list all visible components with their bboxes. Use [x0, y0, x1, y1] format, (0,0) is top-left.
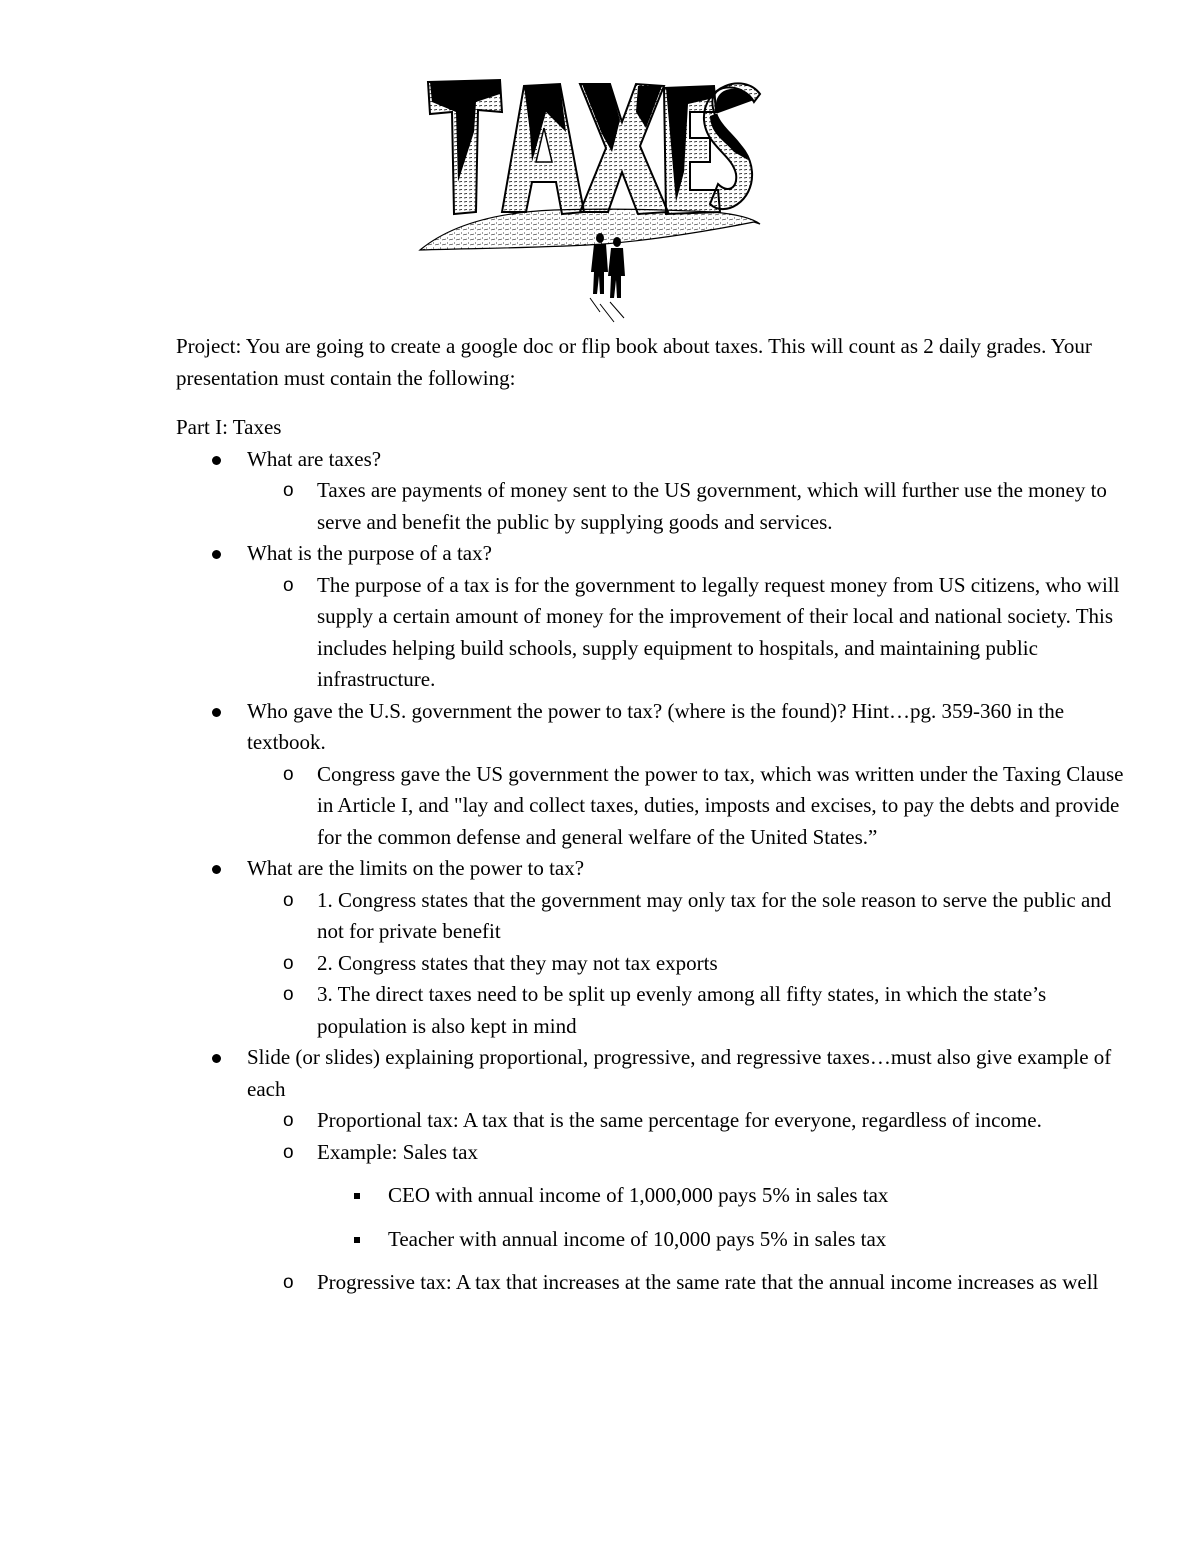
answer-item: [176, 948, 1136, 980]
example-text: CEO with annual income of 1,000,000 pays 5% in sales tax: [388, 1183, 889, 1207]
circle-bullet-icon: o: [283, 1141, 294, 1163]
question-item: [176, 853, 1136, 1042]
answer-text: Taxes are payments of money sent to the US government, which will further use the money to serve and benefit the public by supplying goods and services.: [317, 478, 1107, 534]
answer-text: 3. The direct taxes need to be split up evenly among all fifty states, in which the state’s population is also kept in mind: [317, 982, 1047, 1038]
example-item: [176, 1180, 1136, 1212]
question-text: Slide (or slides) explaining proportional, progressive, and regressive taxes…must also give example of each: [247, 1045, 1112, 1101]
question-text: What are the limits on the power to tax?: [247, 856, 585, 880]
answer-text: 1. Congress states that the government may only tax for the sole reason to serve the public and not for private benefit: [317, 887, 1112, 943]
circle-bullet-icon: o: [283, 763, 294, 785]
answer-text: Proportional tax: A tax that is the same percentage for everyone, regardless of income.: [317, 1108, 1042, 1132]
circle-bullet-icon: o: [283, 1110, 294, 1131]
bullet-icon: [212, 456, 221, 465]
answer-text: Congress gave the US government the power to tax, which was written under the Taxing Clause in Article I, and "lay and collect taxes, duties, imposts and excises, to pay the debts and provide for the common defense and general welfare of the United States.”: [317, 761, 1124, 849]
answer-item: [176, 1105, 1136, 1137]
question-item: [176, 444, 1136, 539]
circle-bullet-icon: o: [283, 480, 294, 501]
taxes-mountain-illustration-icon: [414, 72, 766, 324]
assignment-document: [176, 331, 1136, 1299]
answer-text: 2. Congress states that they may not tax exports: [317, 950, 718, 975]
answer-item: [176, 1137, 1136, 1256]
question-text: What are taxes?: [247, 446, 382, 471]
answer-item: [176, 885, 1136, 948]
circle-bullet-icon: o: [283, 952, 294, 974]
bullet-icon: [212, 865, 221, 874]
circle-bullet-icon: o: [283, 574, 294, 596]
project-intro: Project: You are going to create a google doc or flip book about taxes. This will count as 2 daily grades. Your presentation must contain the following:: [176, 334, 1092, 390]
answer-text: The purpose of a tax is for the government to legally request money from US citizens, who will supply a certain amount of money for the improvement of their local and national society. This includes helping build schools, supply equipment to hospitals, and maintaining public infrastructure.: [317, 572, 1120, 691]
example-text: Teacher with annual income of 10,000 pays 5% in sales tax: [388, 1226, 887, 1251]
square-bullet-icon: [354, 1237, 360, 1243]
question-item: [176, 538, 1136, 696]
circle-bullet-icon: o: [283, 1272, 294, 1293]
example-item: [176, 1224, 1136, 1256]
answer-item: [176, 570, 1136, 696]
answer-item: [176, 759, 1136, 854]
circle-bullet-icon: o: [283, 889, 294, 911]
answer-text: Example: Sales tax: [317, 1139, 478, 1164]
answer-item: [176, 979, 1136, 1042]
answer-text: Progressive tax: A tax that increases at the same rate that the annual income increases as well: [317, 1270, 1099, 1294]
answer-item: [176, 1267, 1136, 1299]
answer-item: [176, 475, 1136, 538]
bullet-icon: [212, 550, 221, 559]
circle-bullet-icon: o: [283, 984, 294, 1005]
part-title: Part I: Taxes: [176, 415, 282, 439]
question-list: [176, 444, 1136, 1299]
question-item: [176, 696, 1136, 854]
question-text: What is the purpose of a tax?: [247, 541, 492, 565]
question-text: Who gave the U.S. government the power to tax? (where is the found)? Hint…pg. 359-360 in the textbook.: [247, 698, 1065, 754]
bullet-icon: [212, 708, 221, 717]
bullet-icon: [212, 1054, 221, 1063]
question-item: [176, 1042, 1136, 1299]
square-bullet-icon: [354, 1193, 360, 1199]
